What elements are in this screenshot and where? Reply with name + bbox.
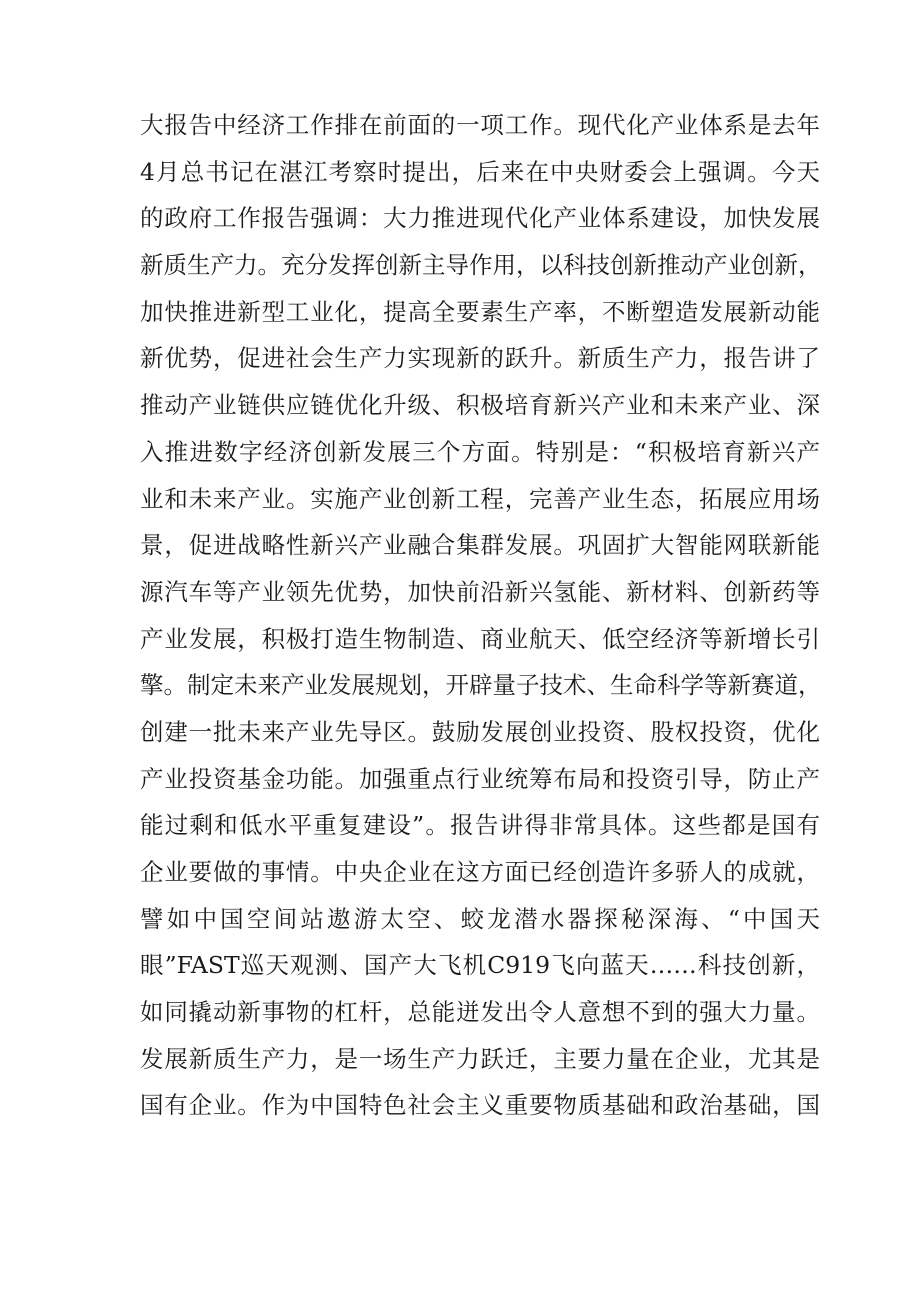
text-line: 国有企业。作为中国特色社会主义重要物质基础和政治基础，国 [140,1091,820,1120]
text-line: 产业发展，积极打造生物制造、商业航天、低空经济等新增长引 [140,624,820,653]
text-line: 产业投资基金功能。加强重点行业统筹布局和投资引导，防止产 [140,764,820,793]
text-line: 发展新质生产力，是一场生产力跃迁，主要力量在企业，尤其是 [140,1044,820,1073]
body-text [140,102,820,1129]
text-line: 加快推进新型工业化，提高全要素生产率，不断塑造发展新动能 [140,297,820,326]
text-line: 大报告中经济工作排在前面的一项工作。现代化产业体系是去年 [140,111,820,139]
text-line: 推动产业链供应链优化升级、积极培育新兴产业和未来产业、深 [140,391,820,420]
text-line: 如同撬动新事物的杠杆，总能迸发出令人意想不到的强大力量。 [140,998,820,1027]
text-line: 4月总书记在湛江考察时提出，后来在中央财委会上强调。今天 [140,157,820,186]
text-line: 擎。制定未来产业发展规划，开辟量子技术、生命科学等新赛道， [140,671,822,700]
text-line: 的政府工作报告强调：大力推进现代化产业体系建设，加快发展 [140,204,820,233]
text-line: 创建一批未来产业先导区。鼓励发展创业投资、股权投资，优化 [140,717,820,746]
text-line: 入推进数字经济创新发展三个方面。特别是：“积极培育新兴产 [140,437,820,466]
text-line: 源汽车等产业领先优势，加快前沿新兴氢能、新材料、创新药等 [140,577,820,606]
text-line: 新优势，促进社会生产力实现新的跃升。新质生产力，报告讲了 [140,344,820,373]
text-line: 业和未来产业。实施产业创新工程，完善产业生态，拓展应用场 [140,484,820,513]
text-line: 景，促进战略性新兴产业融合集群发展。巩固扩大智能网联新能 [140,531,820,560]
text-line: 能过剩和低水平重复建设”。报告讲得非常具体。这些都是国有 [140,811,820,840]
text-line: 譬如中国空间站遨游太空、蛟龙潜水器探秘深海、“中国天 [140,904,820,933]
text-line: 新质生产力。充分发挥创新主导作用，以科技创新推动产业创新， [140,251,822,280]
text-line: 企业要做的事情。中央企业在这方面已经创造许多骄人的成就， [140,858,820,886]
text-line: 眼”FAST巡天观测、国产大飞机C919飞向蓝天……科技创新， [140,951,820,980]
